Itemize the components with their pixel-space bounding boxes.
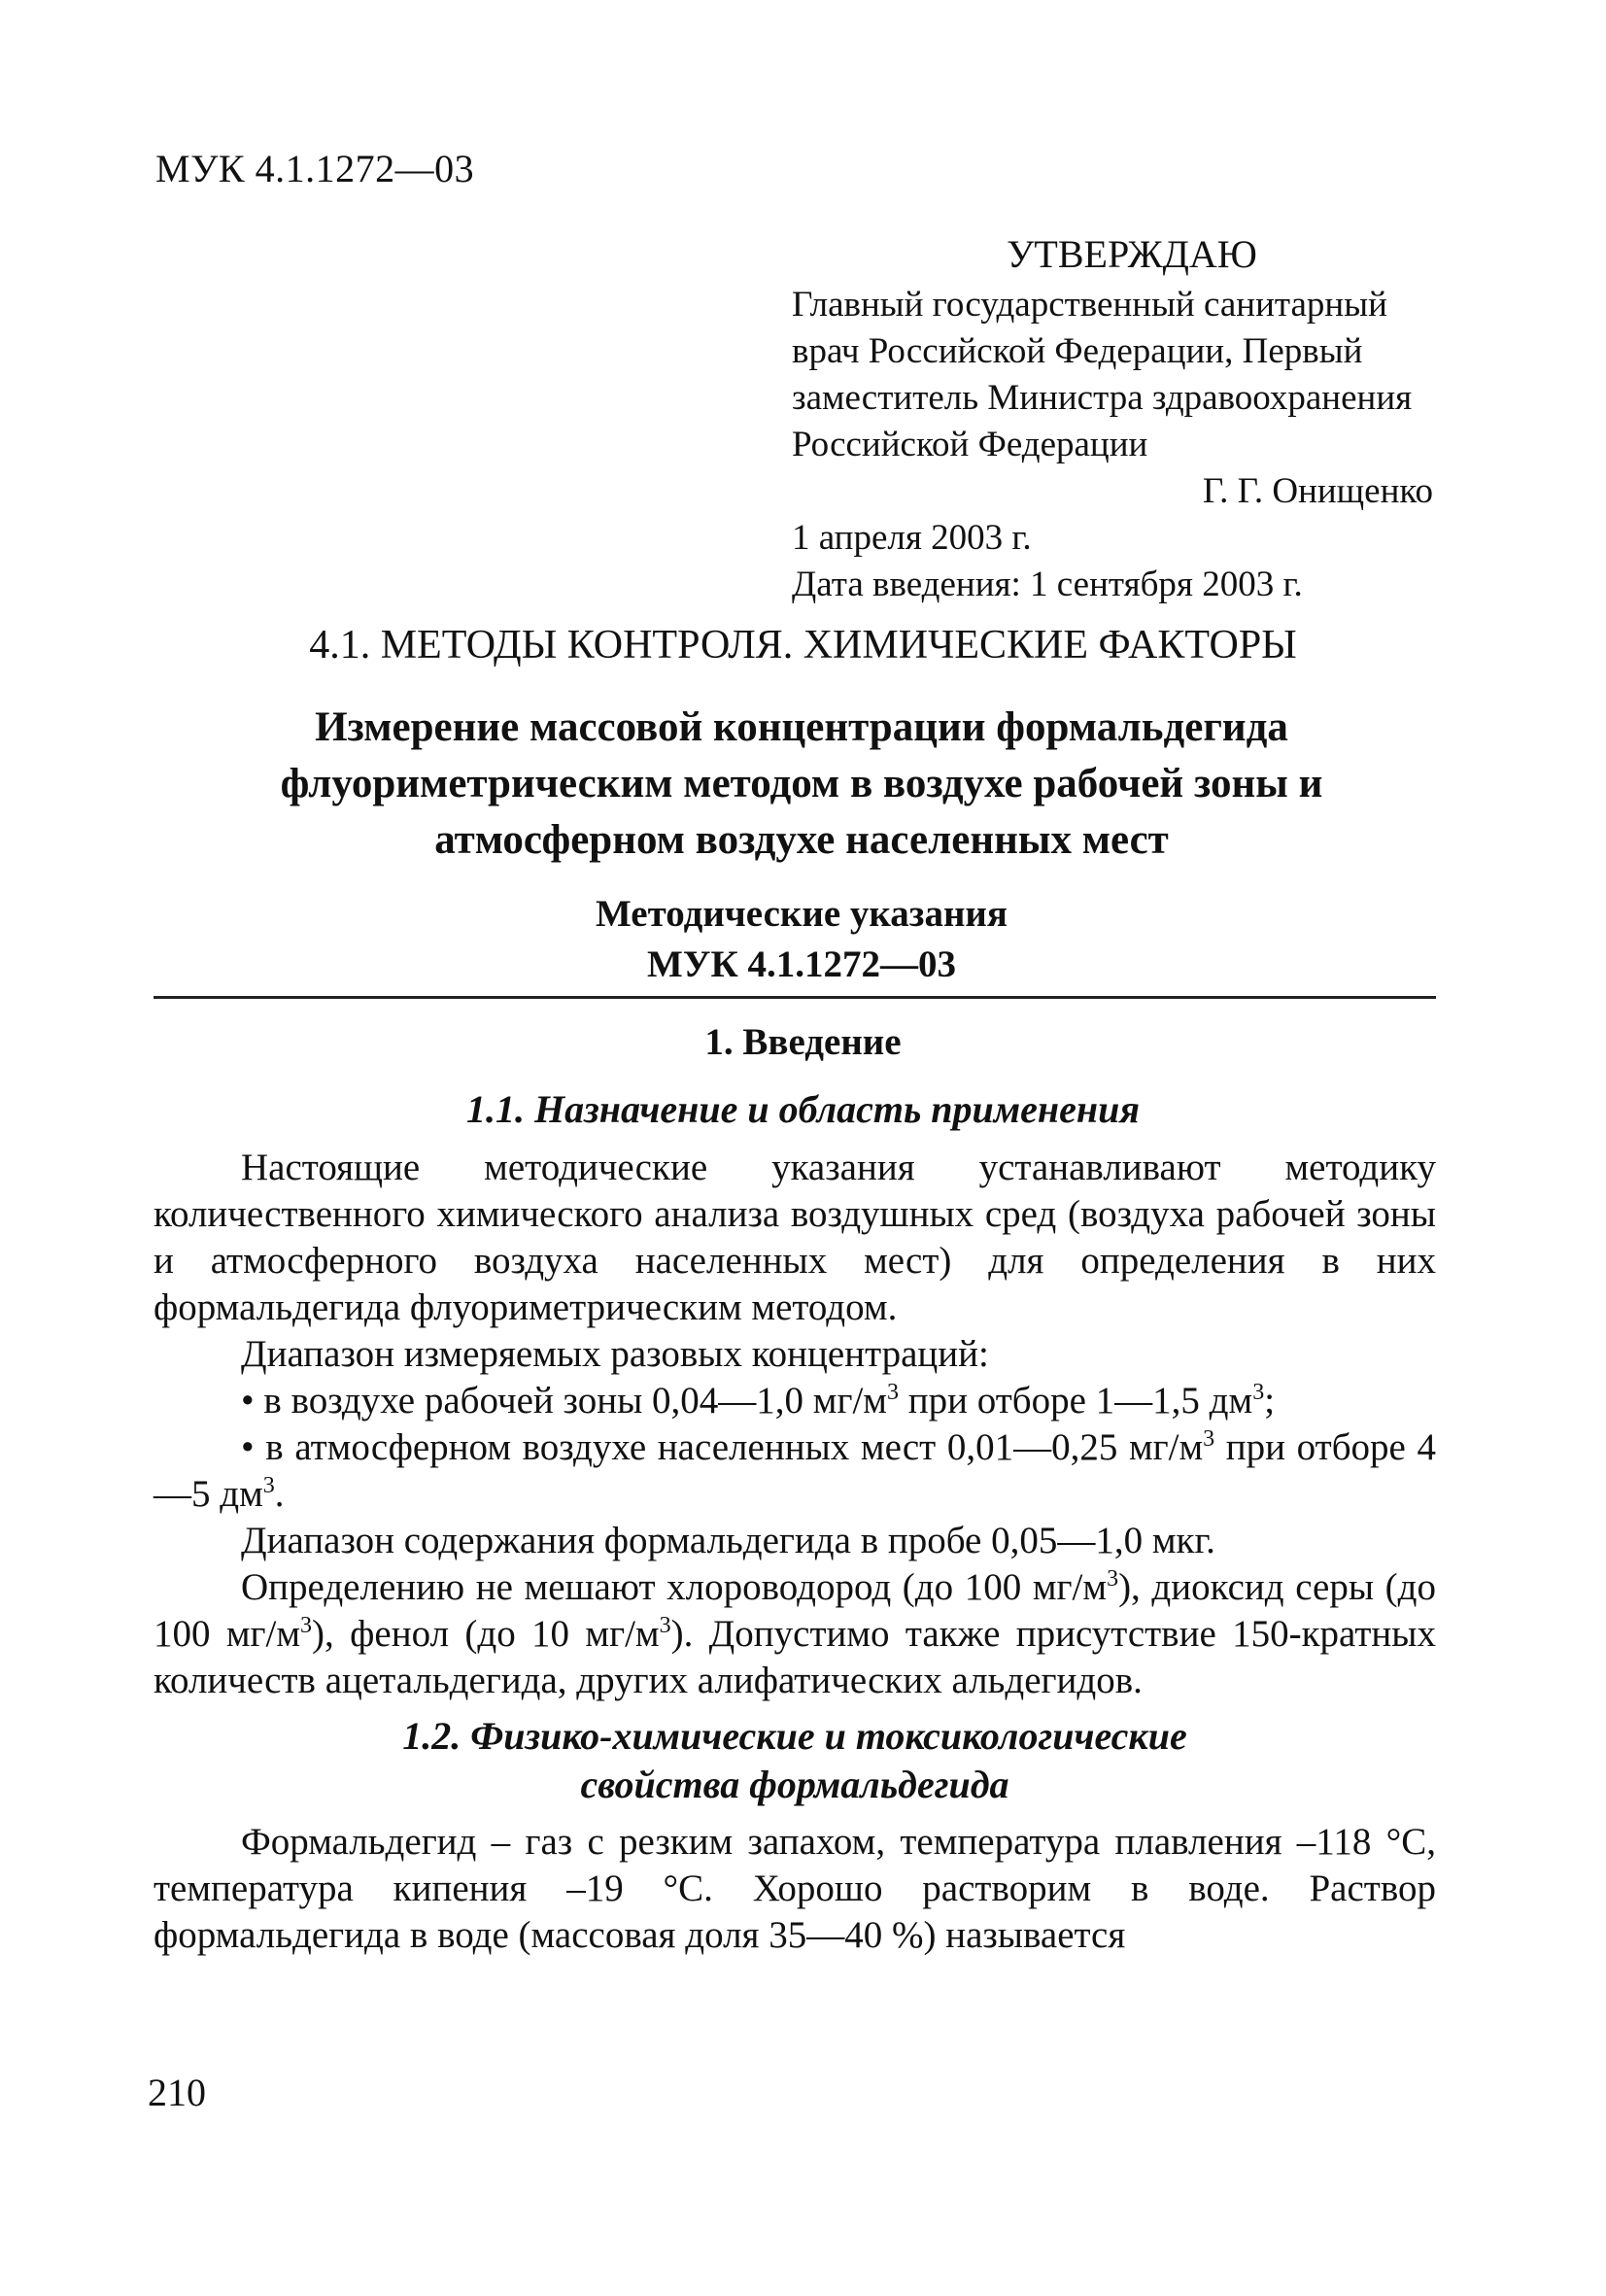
subsection-heading: 1.1. Назначение и область применения	[466, 1087, 1140, 1131]
approval-line: заместитель Министра здравоохранения	[792, 378, 1413, 418]
text-run: • в воздухе рабочей зоны 0,04—1,0 мг/м	[241, 1380, 887, 1422]
superscript: 3	[262, 1473, 275, 1498]
bullet-item	[154, 1424, 1436, 1518]
approval-block	[792, 231, 1433, 608]
approval-title: УТВЕРЖДАЮ	[1007, 232, 1257, 276]
text-run: ). Допустимо также присутствие 150-кратных количеств ацетальдегида, других алифатических альдегидов.	[154, 1613, 1436, 1701]
superscript: 3	[659, 1613, 671, 1638]
superscript: 3	[1203, 1426, 1215, 1452]
document-code-header: МУК 4.1.1272—03	[155, 147, 475, 190]
title-line: флуориметрическим методом в воздухе рабочей зоны и	[280, 761, 1323, 806]
document-title	[155, 700, 1448, 869]
approval-line: Главный государственный санитарный	[792, 285, 1387, 325]
body-text	[154, 1145, 1436, 1959]
text-run: ), диоксид серы (до 100 мг/м	[154, 1566, 1436, 1655]
document-subtitle	[155, 889, 1448, 990]
approval-date: 1 апреля 2003 г.	[792, 518, 1032, 558]
subtitle-line: МУК 4.1.1272—03	[647, 943, 956, 985]
page-number: 210	[148, 2071, 206, 2114]
superscript: 3	[1252, 1380, 1265, 1405]
title-line: атмосферном воздухе населенных мест	[434, 817, 1169, 863]
horizontal-rule	[154, 996, 1436, 999]
text-run: при отборе 4—5 дм	[154, 1426, 1436, 1515]
subsection-heading-line: свойства формальдегида	[580, 1763, 1009, 1806]
text-run: Определению не мешают хлороводород (до 100 мг/м	[241, 1566, 1108, 1608]
text-run: при отборе 1—1,5 дм	[898, 1380, 1253, 1422]
superscript: 3	[886, 1380, 899, 1405]
section-heading: 1. Введение	[704, 1021, 902, 1063]
subsection-heading-line: 1.2. Физико-химические и токсикологические	[402, 1714, 1187, 1758]
approval-signer: Г. Г. Онищенко	[1202, 471, 1433, 511]
text-run: ), фенол (до 10 мг/м	[312, 1613, 660, 1655]
text-run: • в атмосферном воздухе населенных мест 0,01—0,25 мг/м	[241, 1426, 1204, 1468]
text-run: ;	[1264, 1380, 1276, 1422]
paragraph: Диапазон измеряемых разовых концентраций:	[241, 1333, 989, 1375]
approval-line: врач Российской Федерации, Первый	[792, 331, 1363, 371]
paragraph: Настоящие методические указания устанавливают методику количественного химического анализа воздушных сред (воздуха рабочей зоны и атмосферного воздуха населенных мест) для определения в них формальдегида флуориметрическим методом.	[154, 1147, 1436, 1328]
text-run: .	[274, 1473, 285, 1515]
paragraph: Диапазон содержания формальдегида в пробе 0,05—1,0 мкг.	[241, 1520, 1215, 1561]
effective-date: Дата введения: 1 сентября 2003 г.	[792, 565, 1303, 604]
superscript: 3	[300, 1613, 313, 1638]
title-line: Измерение массовой концентрации формальдегида	[315, 704, 1288, 750]
bullet-item	[154, 1378, 1436, 1424]
paragraph	[154, 1564, 1436, 1704]
subtitle-line: Методические указания	[595, 893, 1008, 935]
category-heading: 4.1. МЕТОДЫ КОНТРОЛЯ. ХИМИЧЕСКИЕ ФАКТОРЫ	[309, 623, 1297, 668]
superscript: 3	[1107, 1566, 1119, 1592]
paragraph: Формальдегид – газ с резким запахом, температура плавления –118 °С, температура кипения –19 °С. Хорошо растворим в воде. Раствор формальдегида в воде (массовая доля 35—40 %) называется	[154, 1821, 1436, 1956]
approval-line: Российской Федерации	[792, 425, 1148, 464]
subsection-heading	[154, 1712, 1436, 1809]
